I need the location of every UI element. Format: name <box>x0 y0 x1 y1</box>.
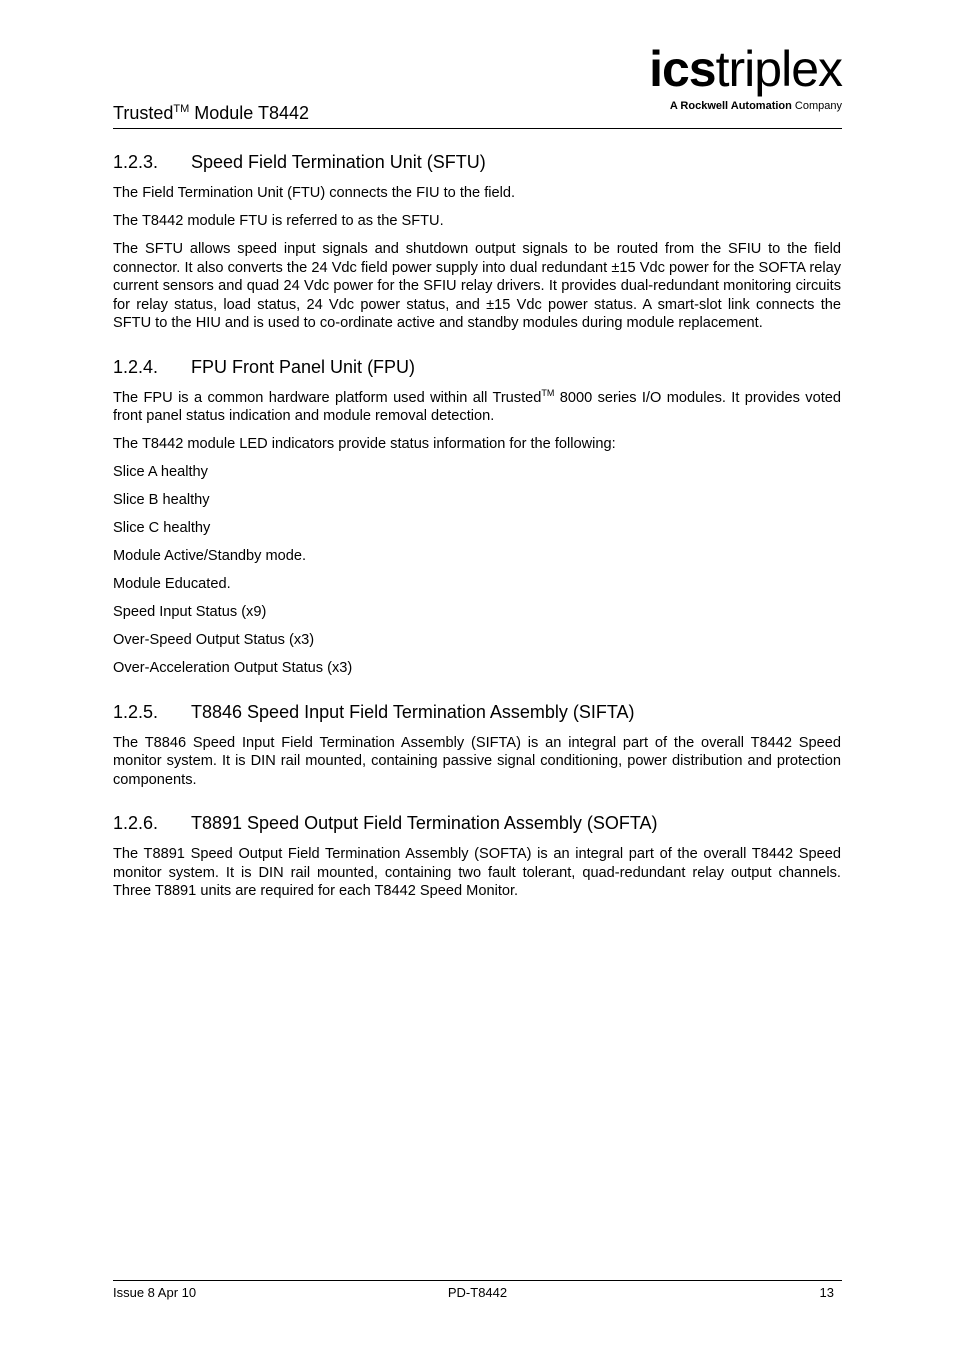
list-item: Over-Acceleration Output Status (x3) <box>113 660 353 676</box>
paragraph: The SFTU allows speed input signals and shutdown output signals to be routed from the SFIU to the field connector. It also converts the 24 Vdc field power supply into dual redundant ±15 Vdc power for the SOFTA relay current sensors and quad 24 Vdc power for the SFIU relay drivers. It provides dual-redundant monitoring circuits for relay status, load status, 24 Vdc power status, and ±15 Vdc power status. A smart-slot link connects the SFTU to the HIU and is used to co-ordinate active and standby modules during module replacement. <box>113 241 841 331</box>
company-logo <box>649 41 842 112</box>
list-item: Module Educated. <box>113 576 231 592</box>
section-softa <box>113 811 841 901</box>
section-heading: 1.2.3. Speed Field Termination Unit (SFTU) <box>113 152 486 172</box>
list-item: Slice C healthy <box>113 520 211 536</box>
paragraph: The FPU is a common hardware platform used within all Trusted™ 8000 series I/O modules. It provides voted front panel status indication and module removal detection. <box>113 387 841 424</box>
trademark-sup: TM <box>541 387 555 398</box>
trademark-sup: TM <box>173 103 190 115</box>
document-title: Trusted™ Module T8442 <box>113 103 310 123</box>
section-heading: 1.2.6. T8891 Speed Output Field Termination Assembly (SOFTA) <box>113 813 658 833</box>
list-item: Slice B healthy <box>113 492 210 508</box>
issue-date: Issue 8 Apr 10 <box>113 1285 197 1300</box>
paragraph: The T8846 Speed Input Field Termination Assembly (SIFTA) is an integral part of the overall T8442 Speed monitor system. It is DIN rail mounted, containing passive signal conditioning, power distribution and protection components. <box>113 734 841 788</box>
list-item: Slice A healthy <box>113 464 208 480</box>
paragraph: The Field Termination Unit (FTU) connects the FIU to the field. <box>113 185 516 201</box>
section-heading: 1.2.4. FPU Front Panel Unit (FPU) <box>113 356 416 377</box>
logo-wordmark: icstriplex <box>649 41 842 97</box>
paragraph: The T8442 module FTU is referred to as the SFTU. <box>113 213 444 229</box>
list-item: Over-Speed Output Status (x3) <box>113 632 315 648</box>
list-item: Module Active/Standby mode. <box>113 548 307 564</box>
section-heading: 1.2.5. T8846 Speed Input Field Termination Assembly (SIFTA) <box>113 701 635 722</box>
paragraph: The T8442 module LED indicators provide status information for the following: <box>113 436 616 452</box>
paragraph: The T8891 Speed Output Field Termination Assembly (SOFTA) is an integral part of the overall T8442 Speed monitor system. It is DIN rail mounted, containing two fault tolerant, quad-redundant relay output channels. Three T8891 units are required for each T8442 Speed Monitor. <box>113 846 841 899</box>
section-sftu <box>113 150 841 333</box>
page-footer <box>113 1280 842 1300</box>
document-id: PD-T8442 <box>447 1285 508 1300</box>
section-sifta <box>113 700 841 790</box>
page-body <box>113 150 841 923</box>
page-number: 13 <box>819 1285 834 1300</box>
list-item: Speed Input Status (x9) <box>113 604 267 620</box>
page-header <box>113 40 842 129</box>
logo-tagline: A Rockwell Automation Company <box>669 100 842 112</box>
section-fpu <box>113 355 841 678</box>
